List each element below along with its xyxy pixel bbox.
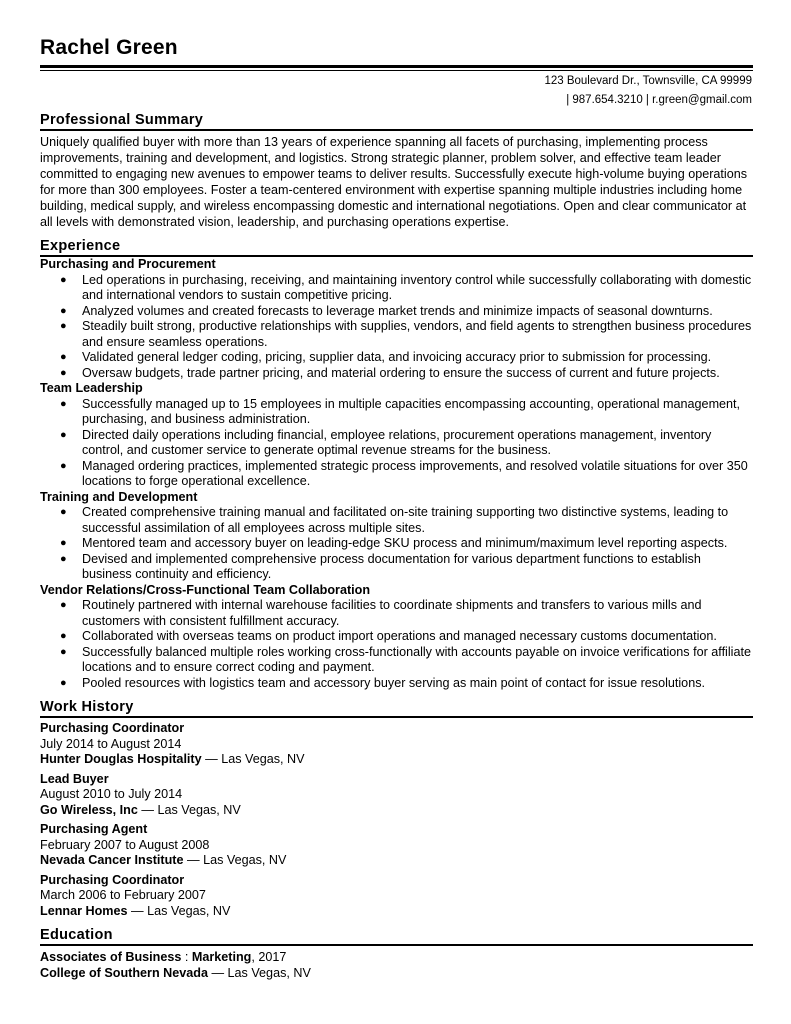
school-separator: —	[207, 966, 228, 980]
job-title: Purchasing Agent	[40, 822, 148, 836]
experience-bullet-text: Pooled resources with logistics team and accessory buyer serving as main point of contact for issue resolutions.	[82, 675, 705, 690]
bullet-icon: ●	[60, 630, 67, 642]
experience-group-heading: Purchasing and Procurement	[40, 257, 216, 271]
school-location: Las Vegas, NV	[227, 966, 311, 980]
bullet-icon: ●	[60, 552, 67, 565]
experience-bullet-text: Oversaw budgets, trade partner pricing, and material ordering to ensure the success of current and future projects.	[82, 365, 720, 380]
bullet-icon: ●	[60, 366, 67, 379]
company-name: Lennar Homes	[40, 903, 128, 918]
experience-bullet	[60, 427, 753, 459]
company-name: Hunter Douglas Hospitality	[40, 752, 202, 766]
work-history-entry	[40, 873, 753, 920]
experience-group-heading: Team Leadership	[40, 381, 143, 395]
experience-bullet	[60, 365, 753, 382]
summary-text: Uniquely qualified buyer with more than 13 years of experience spanning all facets of purchasing, implementing process improvements, training and development, and logistics. Strong strategic planner, problem solver, and effective team leader committed to engaging new avenues to empower teams to deliver results. Successfully execute high-volume buying operations for more than 300 employees. Foster a team-centered environment with expertise spanning multiple industries including home building, medical supply, and wireless encompassing domestic and international negotiations. Open and clear communicator at all levels with demonstrated vision, leadership, and purchasing operations expertise.	[40, 135, 748, 229]
experience-bullet	[60, 536, 753, 552]
experience-bullet-text: Validated general ledger coding, pricing, supplier data, and invoicing accuracy prior to submission for processing.	[82, 350, 712, 364]
experience-bullet	[60, 396, 753, 428]
work-history-section	[40, 699, 753, 919]
bullet-icon: ●	[60, 351, 67, 363]
experience-bullet-text: Routinely partnered with internal warehouse facilities to coordinate shipments and transfers to various mills and customers with consistent fulfillment accuracy.	[82, 598, 702, 628]
experience-bullet	[60, 272, 753, 304]
experience-bullet	[60, 551, 753, 583]
job-company-line	[40, 904, 753, 920]
experience-bullet	[60, 350, 753, 366]
work-history-entry	[40, 721, 753, 768]
experience-bullet-text: Successfully managed up to 15 employees in multiple capacities encompassing accounting, operational management, purchasing, and business administration.	[82, 396, 741, 426]
experience-bullet-text: Successfully balanced multiple roles working cross-functionally with accounts payable on invoice verifications for affiliate locations and to ensure correct coding and payment.	[82, 644, 751, 674]
experience-bullet	[60, 629, 753, 645]
company-separator: —	[201, 752, 222, 766]
experience-bullet-text: Mentored team and accessory buyer on leading-edge SKU process and minimum/maximum level reporting aspects.	[82, 536, 728, 550]
degree-separator: :	[181, 950, 192, 964]
bullet-icon: ●	[60, 428, 67, 441]
experience-bullet-list	[40, 505, 753, 583]
experience-bullet	[60, 319, 753, 350]
experience-bullet-text: Led operations in purchasing, receiving, and maintaining inventory control while successfully collaborating with domestic and international vendors to sustain competitive pricing.	[82, 272, 752, 302]
experience-bullet-list	[40, 397, 753, 490]
work-history-entry	[40, 822, 753, 869]
bullet-icon: ●	[60, 599, 67, 611]
bullet-icon: ●	[60, 537, 67, 549]
job-title: Purchasing Coordinator	[40, 872, 185, 887]
education-heading: Education	[40, 927, 113, 943]
company-separator: —	[137, 802, 158, 817]
degree-name: Associates of Business	[40, 950, 182, 964]
resume-header	[40, 36, 753, 110]
company-name: Go Wireless, Inc	[40, 802, 138, 817]
experience-group-heading: Training and Development	[40, 489, 198, 504]
experience-groups	[40, 257, 753, 691]
degree-year: , 2017	[251, 950, 287, 964]
job-company-line	[40, 853, 753, 869]
summary-heading: Professional Summary	[40, 112, 204, 128]
address-line: 123 Boulevard Dr., Townsville, CA 99999	[544, 75, 752, 87]
experience-bullet-text: Managed ordering practices, implemented strategic process improvements, and resolved volatile situations for over 350 locations to forge operational excellence.	[82, 458, 748, 488]
bullet-icon: ●	[60, 273, 67, 286]
experience-bullet-text: Steadily built strong, productive relationships with supplies, vendors, and field agents to strengthen business procedures and ensure seamless operations.	[82, 319, 752, 349]
candidate-name: Rachel Green	[40, 36, 178, 59]
experience-bullet-text: Directed daily operations including financial, employee relations, procurement operations management, inventory control, and customer service to generate optimal revenue streams for the business.	[82, 427, 712, 457]
summary-divider	[40, 129, 753, 131]
name-divider	[40, 65, 753, 68]
experience-bullet	[60, 458, 753, 490]
bullet-icon: ●	[60, 397, 67, 410]
experience-bullet-list	[40, 273, 753, 382]
experience-bullet-text: Devised and implemented comprehensive process documentation for various department functions to establish business continuity and efficiency.	[82, 551, 701, 581]
company-location: Las Vegas, NV	[203, 853, 287, 867]
job-title: Purchasing Coordinator	[40, 721, 185, 735]
bullet-icon: ●	[60, 645, 67, 658]
job-title: Lead Buyer	[40, 771, 109, 786]
company-name: Nevada Cancer Institute	[40, 853, 184, 867]
experience-bullet	[60, 598, 753, 629]
company-location: Las Vegas, NV	[157, 802, 241, 817]
experience-bullet	[60, 303, 753, 320]
work-history-list	[40, 721, 753, 919]
work-history-entry	[40, 772, 753, 819]
job-company-line	[40, 752, 753, 768]
experience-bullet-list	[40, 598, 753, 691]
experience-bullet-text: Analyzed volumes and created forecasts to leverage market trends and minimize impacts of seasonal downturns.	[82, 303, 713, 318]
work-history-divider	[40, 716, 753, 718]
name-divider-thin	[40, 70, 753, 71]
bullet-icon: ●	[60, 506, 67, 518]
experience-bullet-text: Created comprehensive training manual and facilitated on-site training supporting two distinctive systems, leading to successful assimilation of all employees across multiple sites.	[82, 505, 729, 535]
company-location: Las Vegas, NV	[147, 903, 231, 918]
bullet-icon: ●	[60, 676, 67, 689]
experience-heading: Experience	[40, 238, 121, 254]
education-degree-line	[40, 949, 753, 965]
experience-section	[40, 238, 753, 691]
job-dates: July 2014 to August 2014	[40, 736, 182, 751]
education-section	[40, 927, 753, 981]
company-separator: —	[127, 903, 148, 918]
bullet-icon: ●	[60, 304, 67, 317]
experience-group-heading: Vendor Relations/Cross-Functional Team Collaboration	[40, 582, 371, 597]
job-dates: March 2006 to February 2007	[40, 888, 206, 902]
experience-bullet-text: Collaborated with overseas teams on product import operations and managed necessary customs documentation.	[82, 629, 717, 643]
company-location: Las Vegas, NV	[221, 752, 305, 766]
summary-section	[40, 112, 753, 230]
job-dates: August 2010 to July 2014	[40, 787, 183, 801]
phone-email-line: | 987.654.3210 | r.green@gmail.com	[566, 94, 752, 106]
experience-bullet	[60, 644, 753, 676]
company-separator: —	[183, 853, 204, 867]
degree-major: Marketing	[191, 950, 252, 964]
experience-bullet	[60, 675, 753, 692]
job-dates: February 2007 to August 2008	[40, 837, 210, 852]
education-school-line	[40, 965, 753, 981]
work-history-heading: Work History	[40, 699, 134, 715]
experience-bullet	[60, 505, 753, 536]
bullet-icon: ●	[60, 459, 67, 472]
contact-block	[40, 72, 753, 110]
job-company-line	[40, 803, 753, 819]
education-divider	[40, 944, 753, 946]
bullet-icon: ●	[60, 320, 67, 332]
school-name: College of Southern Nevada	[40, 966, 208, 980]
